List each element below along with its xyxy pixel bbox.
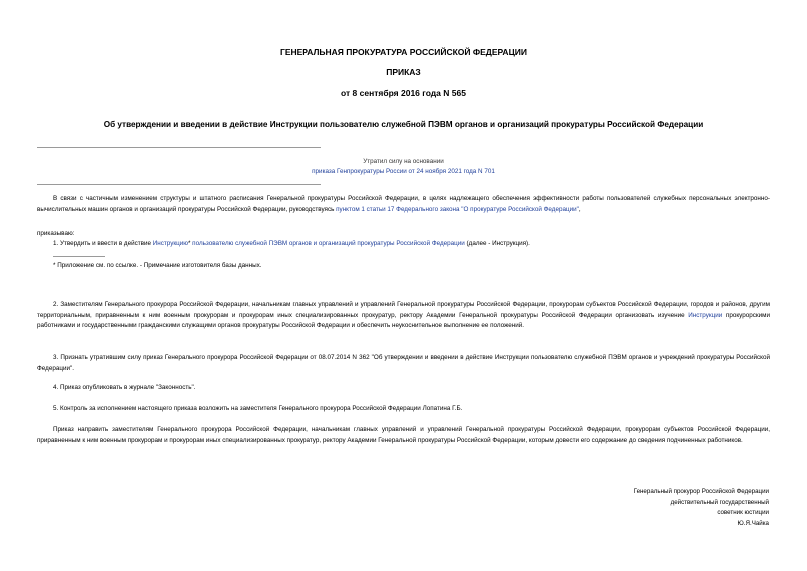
item-4: 4. Приказ опубликовать в журнале "Законность". (53, 384, 196, 391)
instruction-link[interactable]: Инструкцию (152, 240, 188, 247)
footnote: * Приложение см. по ссылке. - Примечание изготовителя базы данных. (53, 262, 262, 269)
lost-force-note: Утратил силу на основании (363, 158, 444, 165)
divider-top (37, 147, 321, 148)
item-2 (37, 300, 770, 332)
item-5: 5. Контроль за исполнением настоящего приказа возложить на заместителя Генерального прокурора Российской Федерации Лопатина Г.Б. (53, 405, 463, 412)
signature-block (529, 487, 769, 529)
preamble-paragraph (37, 194, 770, 215)
footnote-divider (53, 256, 105, 257)
doc-title: Об утверждении и введении в действие Инструкции пользователю служебной ПЭВМ органов и организаций прокуратуры Российской Федерации (103, 120, 704, 129)
instruction-link-2[interactable]: Инструкции (688, 311, 723, 319)
item-1 (53, 239, 530, 249)
lost-force-link[interactable]: приказа Генпрокуратуры России от 24 ноября 2021 года N 701 (312, 168, 495, 175)
divider-bottom (37, 184, 321, 185)
signature-name: Ю.Я.Чайка (737, 519, 769, 527)
signature-rank-2: советник юстиции (717, 509, 769, 517)
lost-force-link-line (0, 168, 807, 175)
item-3: 3. Признать утратившим силу приказ Генерального прокурора Российской Федерации от 08.07.2014 N 362 "Об утверждении и введении в действие Инструкции пользователю служебной ПЭВМ органов и учреждений прокуратуры Российской Федерации". (37, 354, 770, 372)
item-1-mark: * (187, 240, 193, 247)
order-word: приказываю: (37, 230, 75, 237)
item-1-suffix: (далее - Инструкция). (464, 240, 530, 247)
item-2-text: 2. Заместителям Генерального прокурора Российской Федерации, начальникам главных управлений и управлений Генеральной прокуратуры Российской Федерации, прокурорам субъектов Российской Федерации, городов и районов, другим территориальным, приравненным к ним военным прокурорам и прокурорам иных специализированных прокуратур, ректору Академии Генеральной прокуратуры Российской Федерации организовать изучение (37, 301, 770, 319)
closing-paragraph: Приказ направить заместителям Генерального прокурора Российской Федерации, начальникам главных управлений и управлений Генеральной прокуратуры Российской Федерации, прокурорам субъектов Российской Федерации, приравненным к ним военным прокурорам и прокурорам иных специализированных прокуратур, ректору Академии Генеральной прокуратуры Российской Федерации, которым довести его содержание до сведения подчиненных работников. (37, 426, 770, 444)
preamble-end: , (578, 205, 581, 213)
law-link[interactable]: пунктом 1 статьи 17 Федерального закона "О прокуратуре Российской Федерации" (336, 205, 579, 213)
signature-position: Генеральный прокурор Российской Федерации (633, 488, 769, 495)
doc-date-number: от 8 сентября 2016 года N 565 (341, 88, 466, 98)
signature-rank-1: действительный государственный (670, 498, 769, 506)
org-name: ГЕНЕРАЛЬНАЯ ПРОКУРАТУРА РОССИЙСКОЙ ФЕДЕРАЦИИ (280, 47, 527, 57)
item-2-text-end: прокурорскими работниками и государственными гражданскими служащими органов прокуратуры Российской Федерации и обеспечить неукоснительное выполнение ее положений. (37, 311, 770, 329)
item-1-prefix: 1. Утвердить и ввести в действие (53, 240, 153, 247)
instruction-title-link[interactable]: пользователю служебной ПЭВМ органов и организаций прокуратуры Российской Федерации (192, 240, 465, 247)
doc-type: ПРИКАЗ (386, 67, 421, 77)
preamble-text: В связи с частичным изменением структуры и штатного расписания Генеральной прокуратуры Российской Федерации, в целях надлежащего обеспечения эффективности работы пользователей служебных персональных электронно-вычислительных машин органов и организаций прокуратуры Российской Федерации, руководствуясь (37, 195, 770, 213)
